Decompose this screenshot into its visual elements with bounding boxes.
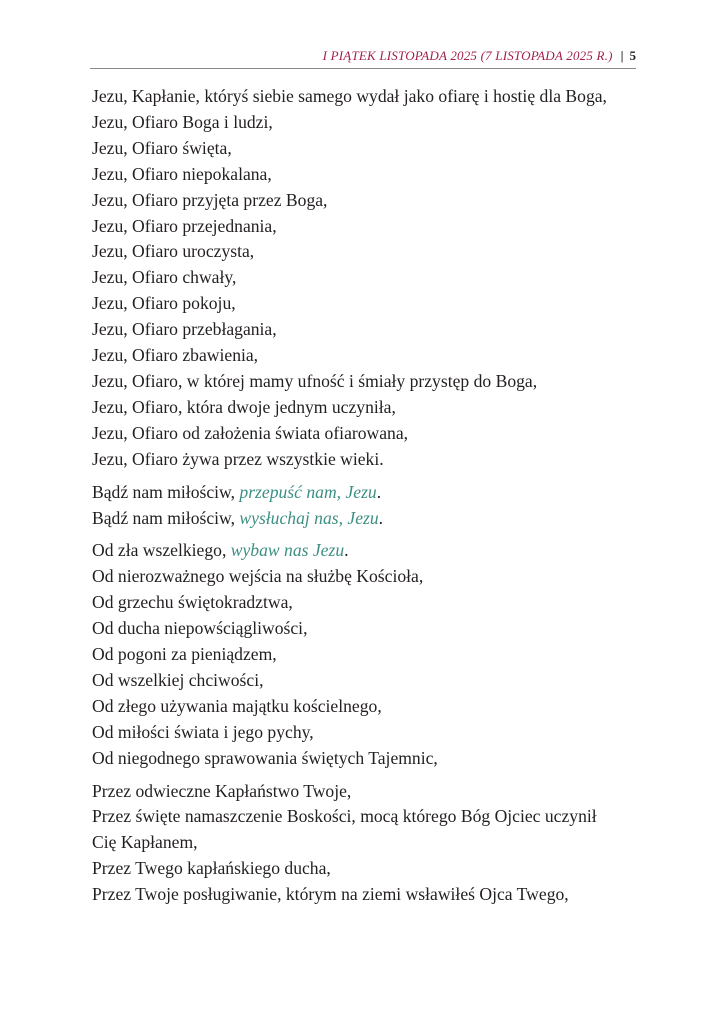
- petition-text: Bądź nam miłościw,: [92, 481, 240, 502]
- response-text: przepuść nam, Jezu: [239, 481, 377, 502]
- invocation-line: Jezu, Ofiaro święta,: [92, 137, 232, 158]
- invocation-line: Jezu, Ofiaro niepokalana,: [92, 163, 272, 184]
- invocation-line: Jezu, Ofiaro pokoju,: [92, 293, 236, 314]
- petition-line: Od grzechu świętokradztwa,: [92, 592, 293, 613]
- invocation-line: Jezu, Ofiaro, w której mamy ufność i śmiały przystęp do Boga,: [92, 370, 538, 391]
- petition-line: Cię Kapłanem,: [92, 832, 198, 853]
- petition-line: [92, 506, 672, 532]
- header-title: I PIĄTEK LISTOPADA 2025 (7 LISTOPADA 2025 R.): [322, 48, 613, 63]
- petition-line: Od miłości świata i jego pychy,: [92, 721, 314, 742]
- petition-line: [92, 538, 672, 564]
- running-header: [90, 44, 636, 69]
- invocation-line: Jezu, Ofiaro uroczysta,: [92, 241, 255, 262]
- invocations-block: [92, 84, 672, 473]
- petition-line: Od złego używania majątku kościelnego,: [92, 695, 382, 716]
- petition-line: Od wszelkiej chciwości,: [92, 669, 264, 690]
- line-end: .: [344, 540, 349, 561]
- invocation-line: Jezu, Ofiaro przebłagania,: [92, 319, 277, 340]
- invocation-line: Jezu, Ofiaro przyjęta przez Boga,: [92, 189, 328, 210]
- invocation-line: Jezu, Ofiaro Boga i ludzi,: [92, 111, 273, 132]
- invocation-line: Jezu, Ofiaro przejednania,: [92, 215, 277, 236]
- invocation-line: Jezu, Kapłanie, któryś siebie samego wydał jako ofiarę i hostię dla Boga,: [92, 86, 607, 106]
- petition-line: [92, 480, 672, 506]
- petition-line: Od niegodnego sprawowania świętych Tajemnic,: [92, 747, 438, 768]
- through-block: [92, 779, 672, 909]
- petition-line: Od nierozważnego wejścia na służbę Kościoła,: [92, 566, 424, 587]
- invocation-line: Jezu, Ofiaro żywa przez wszystkie wieki.: [92, 448, 384, 469]
- line-end: .: [376, 481, 382, 502]
- line-end: .: [378, 507, 384, 528]
- petition-line: Przez święte namaszczenie Boskości, mocą którego Bóg Ojciec uczynił: [92, 806, 597, 827]
- header-text: [323, 48, 636, 64]
- litany-text: [92, 84, 672, 908]
- invocation-line: Jezu, Ofiaro, która dwoje jednym uczyniła,: [92, 396, 396, 417]
- petition-line: Przez Twego kapłańskiego ducha,: [92, 858, 331, 879]
- invocation-line: Jezu, Ofiaro chwały,: [92, 267, 237, 288]
- mercy-block: [92, 480, 672, 532]
- response-text: wybaw nas Jezu: [230, 540, 345, 561]
- petition-text: Bądź nam miłościw,: [92, 507, 240, 528]
- response-text: wysłuchaj nas, Jezu: [239, 507, 379, 528]
- invocation-line: Jezu, Ofiaro od założenia świata ofiarowana,: [92, 422, 409, 443]
- header-separator: |: [620, 48, 624, 63]
- invocation-line: Jezu, Ofiaro zbawienia,: [92, 345, 259, 366]
- page-number: 5: [629, 48, 636, 63]
- deliverance-block: [92, 538, 672, 771]
- petition-line: Przez odwieczne Kapłaństwo Twoje,: [92, 780, 352, 801]
- petition-line: Od pogoni za pieniądzem,: [92, 644, 277, 665]
- petition-line: Od ducha niepowściągliwości,: [92, 618, 308, 639]
- petition-text: Od zła wszelkiego,: [92, 540, 231, 561]
- petition-line: Przez Twoje posługiwanie, którym na ziemi wsławiłeś Ojca Twego,: [92, 884, 569, 905]
